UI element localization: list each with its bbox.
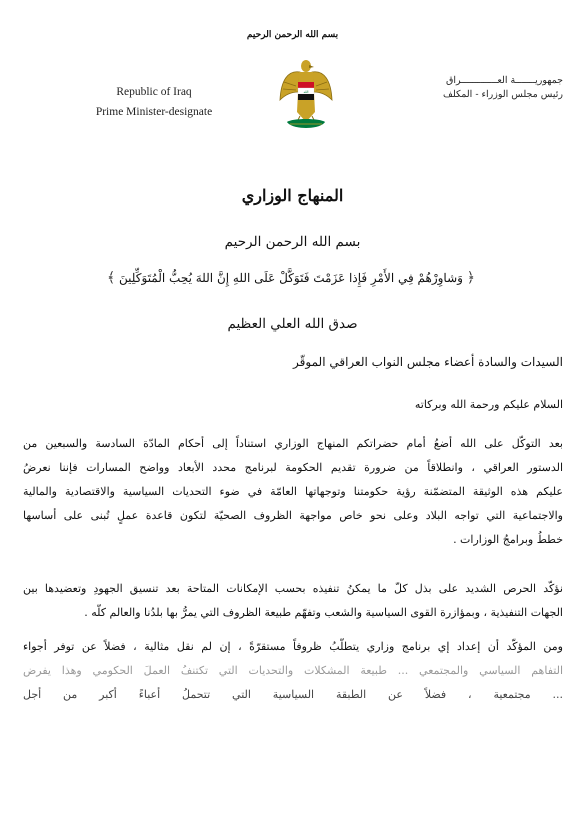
verse-open-bracket: ﴿ <box>466 270 475 286</box>
paragraph-line: ومن المؤكّد أن إعداد إي برنامج وزاري يتطلّبُ ظروفاً مستقرّةً ، إن لم نقل مثالية ، فضلاً عن توفر أجواء <box>23 640 563 653</box>
header-right-block <box>413 74 563 102</box>
svg-text:الله: الله <box>303 90 309 94</box>
iraq-coat-of-arms-icon <box>278 56 334 136</box>
quran-verse <box>26 270 556 286</box>
paragraph-line-partial: ... مجتمعية ، فضلاً عن الطبقة السياسية التي تتحملُ أعباءً أكبر من أجل <box>23 688 563 701</box>
paragraph-line: عليكم هذه الوثيقة المتضمّنة رؤية حكومتنا وتوجهاتها العامّة في ضوء التحديات السياسية والاقتصادية والمالية <box>23 485 563 498</box>
header-country-ar: جمهوريـــــــة العـــــــــــــراق <box>445 75 563 86</box>
paragraph-3 <box>23 635 563 707</box>
paragraph-1 <box>23 432 563 552</box>
paragraph-line-partial: التفاهم السياسي والمجتمعي ... طبيعة المشكلات والتحديات التي تكتنفُ العملَ الحكومي وهذا يفرض <box>23 664 563 677</box>
verse-text: وَشاوِرْهُمْ فِي الأَمْرِ فَإِذا عَزَمْتَ فَتَوَكَّلْ عَلَى اللهِ إِنَّ اللهَ يُحِبُّ الْمُتَوَكِّلِينَ <box>119 271 463 285</box>
basmala: بسم الله الرحمن الرحيم <box>224 234 361 250</box>
paragraph-2 <box>23 577 563 625</box>
header-left-block <box>74 82 234 122</box>
salutation-address: السيدات والسادة أعضاء مجلس النواب العراقي الموقّر <box>293 355 563 369</box>
paragraph-line: خططُ وبرامجُ الوزارات . <box>453 533 563 546</box>
paragraph-line: بعد التوكّل على الله أضعُ أمام حضراتكم المنهاج الوزاري استناداً إلى أحكام المادّة السادسة والسبعين من <box>23 437 563 450</box>
header-office-ar: رئيس مجلس الوزراء - المكلف <box>443 89 563 100</box>
paragraph-line: الدستور العراقي ، وانطلاقاً من ضرورة تقديم الحكومة لبرنامج محدد الأبعاد وواضح المسارات فإننا نعرضُ <box>23 461 563 474</box>
paragraph-line: الجهات التنفيذية ، وبمؤازرة القوى السياسية والشعب وتفهّم طبيعة الظروف التي يمرُّ بها بلدُنا والعالم كلّه . <box>84 606 563 619</box>
greeting: السلام عليكم ورحمة الله وبركاته <box>414 398 563 411</box>
paragraph-line: والاجتماعية التي تواجه البلاد وعلى نحو خاص مواجهة الظروف الصحيّة لتكون قاعدة عملٍ تُبنى على أساسها <box>23 509 563 522</box>
header-office-en: Prime Minister-designate <box>95 106 213 118</box>
verse-close-bracket: ﴾ <box>107 270 116 286</box>
paragraph-line: نؤكّد الحرص الشديد على بذل كلّ ما يمكنُ تنفيذه بحسب الإمكانات المتاحة بعد تنسيق الجهودِ وتعضيدها بين <box>23 582 563 595</box>
verse-closing: صدق الله العلي العظيم <box>227 316 358 332</box>
header-country-en: Republic of Iraq <box>116 86 192 98</box>
header-basmala: بسم الله الرحمن الرحيم <box>246 30 339 40</box>
document-title: المنهاج الوزاري <box>241 186 344 205</box>
